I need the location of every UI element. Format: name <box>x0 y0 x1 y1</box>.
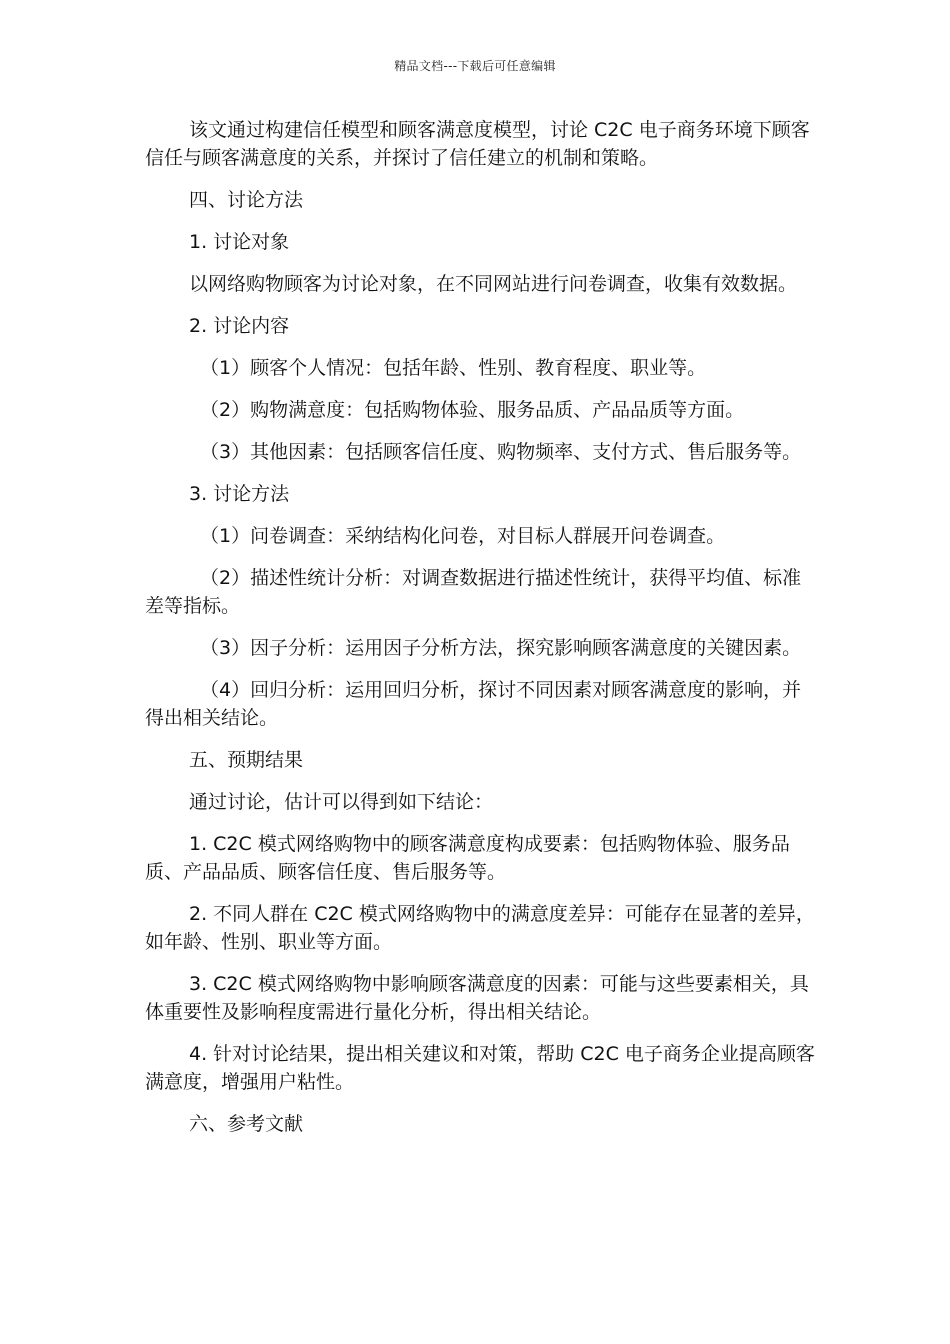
list-item-result-3: 3. C2C 模式网络购物中影响顾客满意度的因素：可能与这些要素相关，具体重要性及影响程度需进行量化分析，得出相关结论。 <box>145 973 809 1023</box>
list-item-content-3: （3）其他因素：包括顾客信任度、购物频率、支付方式、售后服务等。 <box>200 441 802 463</box>
list-item-method-1: （1）问卷调查：采纳结构化问卷，对目标人群展开问卷调查。 <box>200 525 726 547</box>
list-item-method-2: （2）描述性统计分析：对调查数据进行描述性统计，获得平均值、标准差等指标。 <box>145 567 802 617</box>
list-item-result-4: 4. 针对讨论结果，提出相关建议和对策，帮助 C2C 电子商务企业提高顾客满意度，增强用户粘性。 <box>145 1043 815 1093</box>
paragraph-intro: 该文通过构建信任模型和顾客满意度模型，讨论 C2C 电子商务环境下顾客信任与顾客满意度的关系，并探讨了信任建立的机制和策略。 <box>145 119 810 169</box>
list-item-method-4: （4）回归分析：运用回归分析，探讨不同因素对顾客满意度的影响，并得出相关结论。 <box>145 679 802 729</box>
section-heading-expected-results: 五、预期结果 <box>189 749 304 771</box>
subheading-research-content: 2. 讨论内容 <box>189 315 290 337</box>
paragraph-expected-intro: 通过讨论，估计可以得到如下结论： <box>189 791 494 813</box>
subheading-research-object: 1. 讨论对象 <box>189 231 290 253</box>
paragraph-research-object: 以网络购物顾客为讨论对象，在不同网站进行问卷调查，收集有效数据。 <box>189 273 798 295</box>
page-header: 精品文档---下载后可任意编辑 <box>394 59 556 73</box>
list-item-content-2: （2）购物满意度：包括购物体验、服务品质、产品品质等方面。 <box>200 399 745 421</box>
section-heading-methods: 四、讨论方法 <box>189 189 304 211</box>
list-item-result-2: 2. 不同人群在 C2C 模式网络购物中的满意度差异：可能存在显著的差异，如年龄、性别、职业等方面。 <box>145 903 815 953</box>
list-item-method-3: （3）因子分析：运用因子分析方法，探究影响顾客满意度的关键因素。 <box>200 637 802 659</box>
subheading-research-method: 3. 讨论方法 <box>189 483 290 505</box>
list-item-result-1: 1. C2C 模式网络购物中的顾客满意度构成要素：包括购物体验、服务品质、产品品质、顾客信任度、售后服务等。 <box>145 833 790 883</box>
document-body <box>145 116 815 1152</box>
list-item-content-1: （1）顾客个人情况：包括年龄、性别、教育程度、职业等。 <box>200 357 707 379</box>
section-heading-references: 六、参考文献 <box>189 1113 304 1135</box>
